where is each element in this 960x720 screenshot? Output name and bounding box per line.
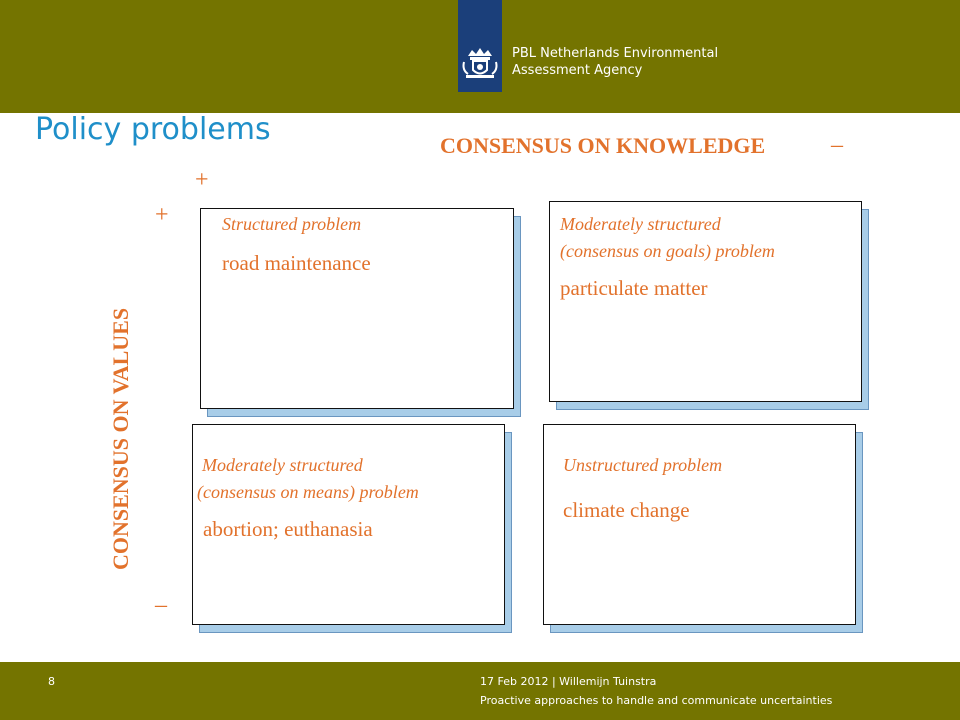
- quadrant-label: Moderately structured: [202, 455, 363, 475]
- quadrant-label: (consensus on means) problem: [197, 482, 419, 502]
- axis-label-values: CONSENSUS ON VALUES: [108, 307, 133, 570]
- quadrant-moderately-structured-means-text: [197, 452, 419, 543]
- organization-name-line-2: Assessment Agency: [512, 63, 643, 78]
- quadrant-unstructured-text: [563, 452, 722, 524]
- sign-plus-values: +: [155, 202, 169, 228]
- sign-plus-knowledge: +: [195, 167, 209, 193]
- coat-of-arms-icon: [460, 42, 500, 82]
- quadrant-example: particulate matter: [560, 276, 708, 300]
- quadrant-example: abortion; euthanasia: [203, 517, 373, 541]
- footer-band: [0, 662, 960, 720]
- quadrant-label: Unstructured problem: [563, 455, 723, 475]
- quadrant-structured-text: [222, 211, 371, 277]
- sign-minus-values: –: [155, 592, 167, 618]
- page-title: Policy problems: [35, 112, 271, 147]
- footer-date-author: 17 Feb 2012 | Willemijn Tuinstra: [480, 675, 657, 688]
- axis-label-knowledge: CONSENSUS ON KNOWLEDGE: [440, 133, 766, 158]
- organization-name-line-1: PBL Netherlands Environmental: [512, 46, 719, 61]
- quadrant-moderately-structured-goals-text: [560, 211, 775, 302]
- quadrant-example: climate change: [563, 498, 690, 522]
- logo-block: [458, 0, 502, 92]
- quadrant-label: Moderately structured: [560, 214, 721, 234]
- quadrant-example: road maintenance: [222, 251, 371, 275]
- page-number: 8: [48, 675, 55, 688]
- organization-name: [512, 45, 772, 79]
- quadrant-label: Structured problem: [222, 214, 362, 234]
- sign-minus-knowledge: –: [831, 132, 843, 158]
- quadrant-label: (consensus on goals) problem: [560, 241, 775, 261]
- footer-subtitle: Proactive approaches to handle and communicate uncertainties: [480, 694, 833, 707]
